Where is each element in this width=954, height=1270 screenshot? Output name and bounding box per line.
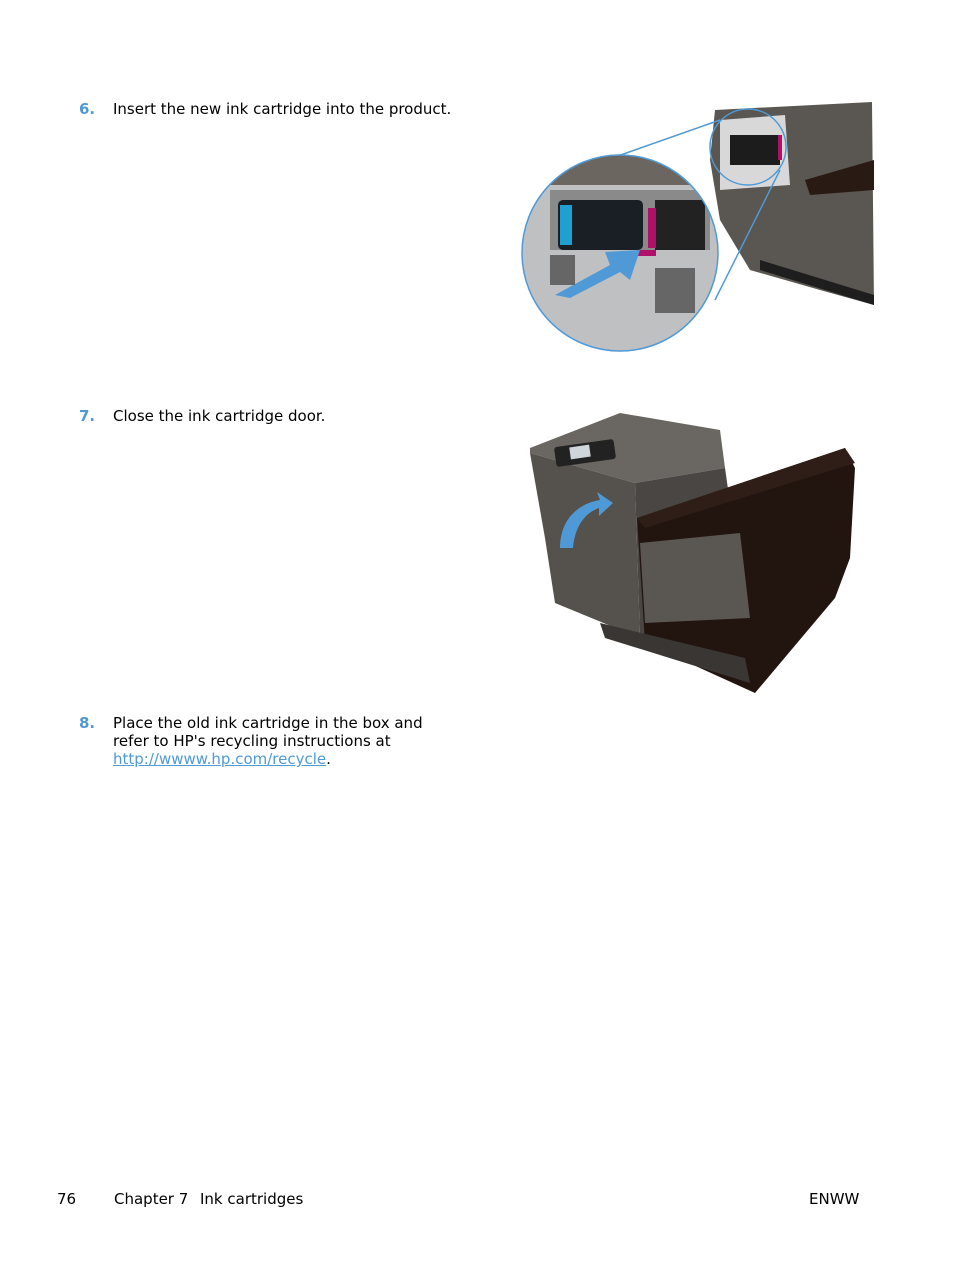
close-door-illustration xyxy=(525,408,860,698)
footer-right: ENWW xyxy=(809,1190,860,1208)
step-number: 6. xyxy=(79,100,96,118)
step-text: Insert the new ink cartridge into the product. xyxy=(113,100,452,118)
insert-cartridge-illustration xyxy=(520,100,876,356)
step-number: 7. xyxy=(79,407,96,425)
recycle-link[interactable]: http://wwww.hp.com/recycle xyxy=(113,750,327,768)
footer-chapter: Chapter 7 xyxy=(114,1190,189,1208)
footer-section: Ink cartridges xyxy=(200,1190,304,1208)
step-text: Close the ink cartridge door. xyxy=(113,407,326,425)
step-number: 8. xyxy=(79,714,96,732)
step-text: Place the old ink cartridge in the box and refer to HP's recycling instructions at http://wwww.hp.com/recycle. xyxy=(113,714,423,768)
footer-page-number: 76 xyxy=(57,1190,77,1208)
